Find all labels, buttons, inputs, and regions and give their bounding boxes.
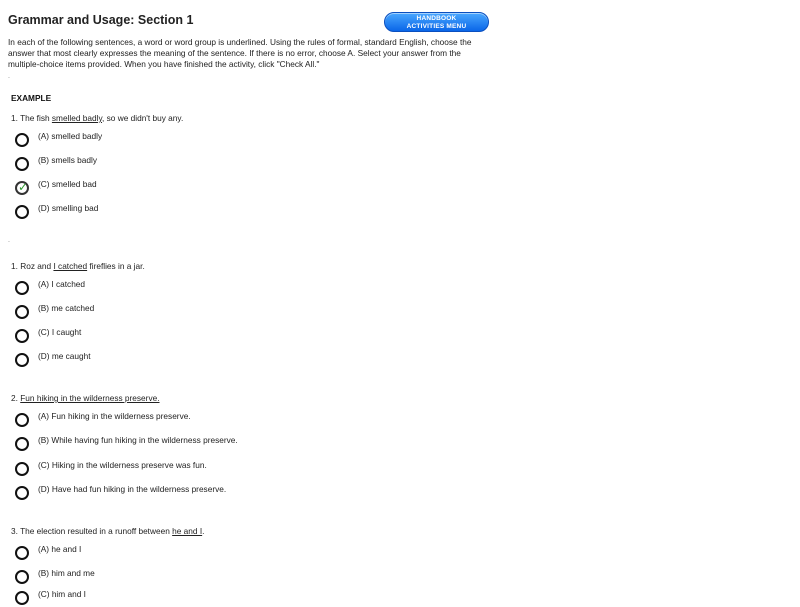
question-text-after: fireflies in a jar. bbox=[87, 261, 145, 271]
option-label: (D) Have had fun hiking in the wilderness preserve. bbox=[38, 484, 227, 494]
question-text-before: 1. The fish bbox=[11, 113, 52, 123]
option-label: (B) smells badly bbox=[38, 155, 98, 165]
question-1-option-b[interactable] bbox=[15, 303, 94, 321]
radio-button[interactable] bbox=[15, 570, 29, 584]
question-text-before: 3. The election resulted in a runoff between bbox=[11, 526, 173, 536]
option-label: (B) While having fun hiking in the wilderness preserve. bbox=[38, 435, 238, 445]
radio-button[interactable] bbox=[15, 133, 29, 147]
question-2-option-a[interactable] bbox=[15, 411, 191, 429]
question-2-option-d[interactable] bbox=[15, 484, 226, 502]
radio-button[interactable] bbox=[15, 413, 29, 427]
question-3-option-c[interactable] bbox=[15, 589, 86, 607]
radio-button[interactable] bbox=[15, 437, 29, 451]
page-title: Grammar and Usage: Section 1 bbox=[8, 13, 194, 27]
option-label: (A) I catched bbox=[38, 279, 86, 289]
underlined-phrase: Fun hiking in the wilderness preserve. bbox=[20, 393, 160, 403]
option-label: (C) him and I bbox=[38, 589, 86, 599]
menu-button-line1: HANDBOOK bbox=[416, 15, 457, 22]
underlined-phrase: I catched bbox=[53, 261, 88, 271]
option-label: (A) he and I bbox=[38, 544, 82, 554]
question-1-text bbox=[11, 261, 145, 271]
option-label: (B) him and me bbox=[38, 568, 95, 578]
question-1-option-d[interactable] bbox=[15, 351, 91, 369]
menu-button-line2: ACTIVITIES MENU bbox=[406, 23, 467, 30]
radio-button[interactable] bbox=[15, 353, 29, 367]
option-label: (C) smelled bad bbox=[38, 179, 97, 189]
radio-button[interactable] bbox=[15, 157, 29, 171]
question-text-after: . bbox=[202, 526, 205, 536]
option-label: (C) I caught bbox=[38, 327, 82, 337]
separator-dot: . bbox=[8, 73, 10, 80]
option-label: (C) Hiking in the wilderness preserve was fun. bbox=[38, 460, 207, 470]
radio-button[interactable] bbox=[15, 462, 29, 476]
radio-button-selected[interactable] bbox=[15, 181, 29, 195]
example-question-text bbox=[11, 113, 183, 123]
option-label: (D) me caught bbox=[38, 351, 91, 361]
question-text-before: 1. Roz and bbox=[11, 261, 54, 271]
checkmark-icon: ✓ bbox=[18, 180, 29, 194]
underlined-phrase: he and I bbox=[172, 526, 203, 536]
question-2-option-c[interactable] bbox=[15, 460, 207, 478]
radio-button[interactable] bbox=[15, 205, 29, 219]
question-2-text bbox=[11, 393, 160, 403]
question-1-option-c[interactable] bbox=[15, 327, 81, 345]
underlined-phrase: smelled badly bbox=[51, 113, 103, 123]
option-label: (D) smelling bad bbox=[38, 203, 99, 213]
question-3-text bbox=[11, 526, 204, 536]
handbook-activities-menu-button[interactable] bbox=[384, 12, 489, 32]
radio-button[interactable] bbox=[15, 546, 29, 560]
example-option-c[interactable] bbox=[15, 179, 97, 197]
example-label: EXAMPLE bbox=[11, 93, 52, 103]
instructions-text: In each of the following sentences, a word or word group is underlined. Using the rules of formal, standard English, choose the answer that most clearly expresses the meaning of the sentence. If there is no error, choose A. Select your answer from the multiple-choice items provided. When you have finished the activity, click "Check All." bbox=[8, 37, 472, 69]
option-label: (A) Fun hiking in the wilderness preserve. bbox=[38, 411, 191, 421]
radio-button[interactable] bbox=[15, 281, 29, 295]
example-option-d[interactable] bbox=[15, 203, 98, 221]
example-option-b[interactable] bbox=[15, 155, 97, 173]
radio-button[interactable] bbox=[15, 486, 29, 500]
question-text-after: , so we didn't buy any. bbox=[102, 113, 184, 123]
question-3-option-b[interactable] bbox=[15, 568, 95, 586]
example-option-a[interactable] bbox=[15, 131, 102, 149]
radio-button[interactable] bbox=[15, 591, 29, 605]
separator-dot: . bbox=[8, 237, 10, 244]
option-label: (B) me catched bbox=[38, 303, 95, 313]
question-3-option-a[interactable] bbox=[15, 544, 81, 562]
radio-button[interactable] bbox=[15, 329, 29, 343]
option-label: (A) smelled badly bbox=[38, 131, 103, 141]
question-text-before: 2. bbox=[11, 393, 21, 403]
question-2-option-b[interactable] bbox=[15, 435, 238, 453]
radio-button[interactable] bbox=[15, 305, 29, 319]
question-1-option-a[interactable] bbox=[15, 279, 85, 297]
